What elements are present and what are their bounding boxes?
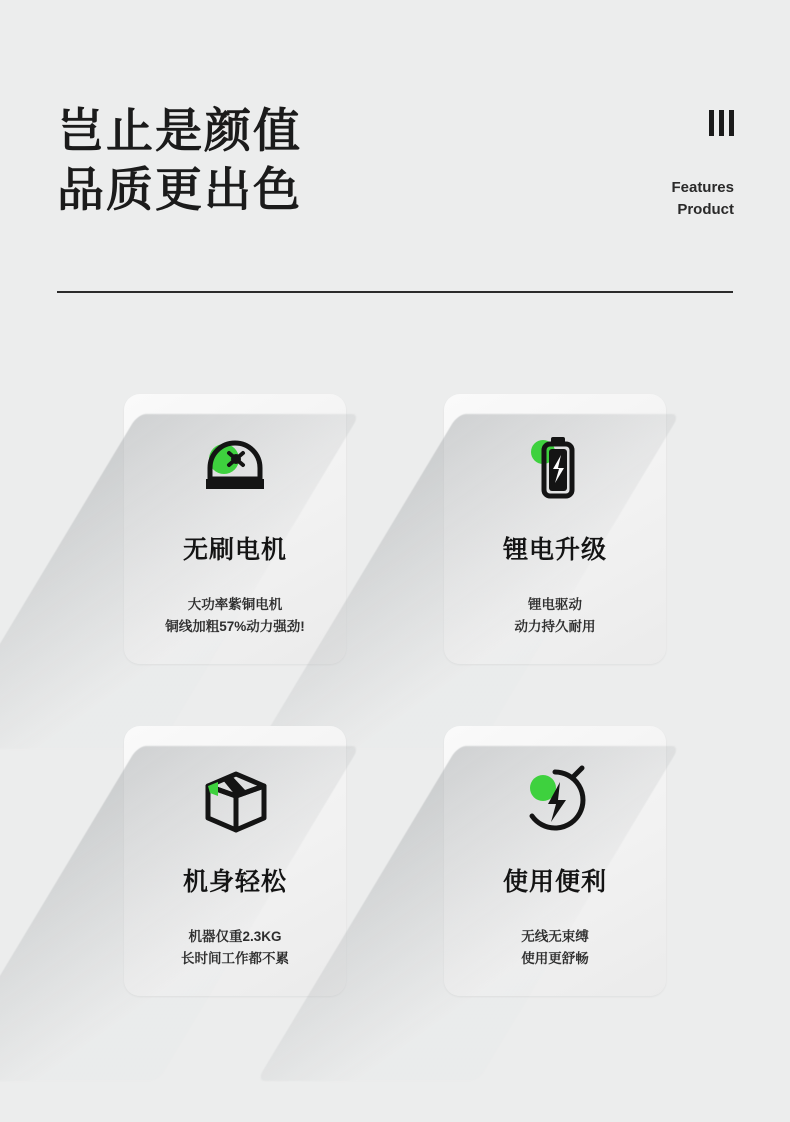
card-description xyxy=(521,926,589,971)
card-description-line-2: 动力持久耐用 xyxy=(514,619,596,635)
feature-row-2 xyxy=(124,726,666,996)
feature-row-1 xyxy=(124,394,666,664)
feature-card xyxy=(444,394,666,664)
box-icon xyxy=(196,762,274,840)
subtitle-line-1: Features xyxy=(671,179,734,196)
page-header xyxy=(0,0,790,300)
card-description xyxy=(165,594,305,639)
card-description xyxy=(181,926,289,971)
header-subtitle xyxy=(671,177,734,221)
feature-card xyxy=(124,726,346,996)
card-description-line-2: 铜线加粗57%动力强劲! xyxy=(165,619,305,635)
page-title xyxy=(57,102,302,220)
brushless-motor-icon xyxy=(196,430,274,508)
card-description-line-1: 大功率紫铜电机 xyxy=(187,597,283,612)
headline-line-1: 岂止是颜值 xyxy=(57,104,302,157)
card-description-line-1: 锂电驱动 xyxy=(528,597,582,612)
three-bars-icon xyxy=(709,110,734,136)
headline-line-2: 品质更出色 xyxy=(57,162,302,216)
feature-card xyxy=(444,726,666,996)
card-title: 锂电升级 xyxy=(502,536,607,564)
card-description-line-2: 使用更舒畅 xyxy=(521,951,589,967)
subtitle-line-2: Product xyxy=(677,200,734,218)
feature-card-grid xyxy=(124,394,666,1058)
header-divider xyxy=(57,291,733,293)
card-title: 使用便利 xyxy=(502,868,607,896)
card-title: 无刷电机 xyxy=(182,536,287,564)
card-title: 机身轻松 xyxy=(182,868,287,896)
card-description xyxy=(515,594,596,639)
battery-icon xyxy=(516,430,594,508)
wireless-power-icon xyxy=(516,762,594,840)
card-description-line-1: 无线无束缚 xyxy=(521,929,589,944)
card-description-line-1: 机器仅重2.3KG xyxy=(188,929,282,944)
feature-card xyxy=(124,394,346,664)
card-description-line-2: 长时间工作都不累 xyxy=(181,951,289,967)
